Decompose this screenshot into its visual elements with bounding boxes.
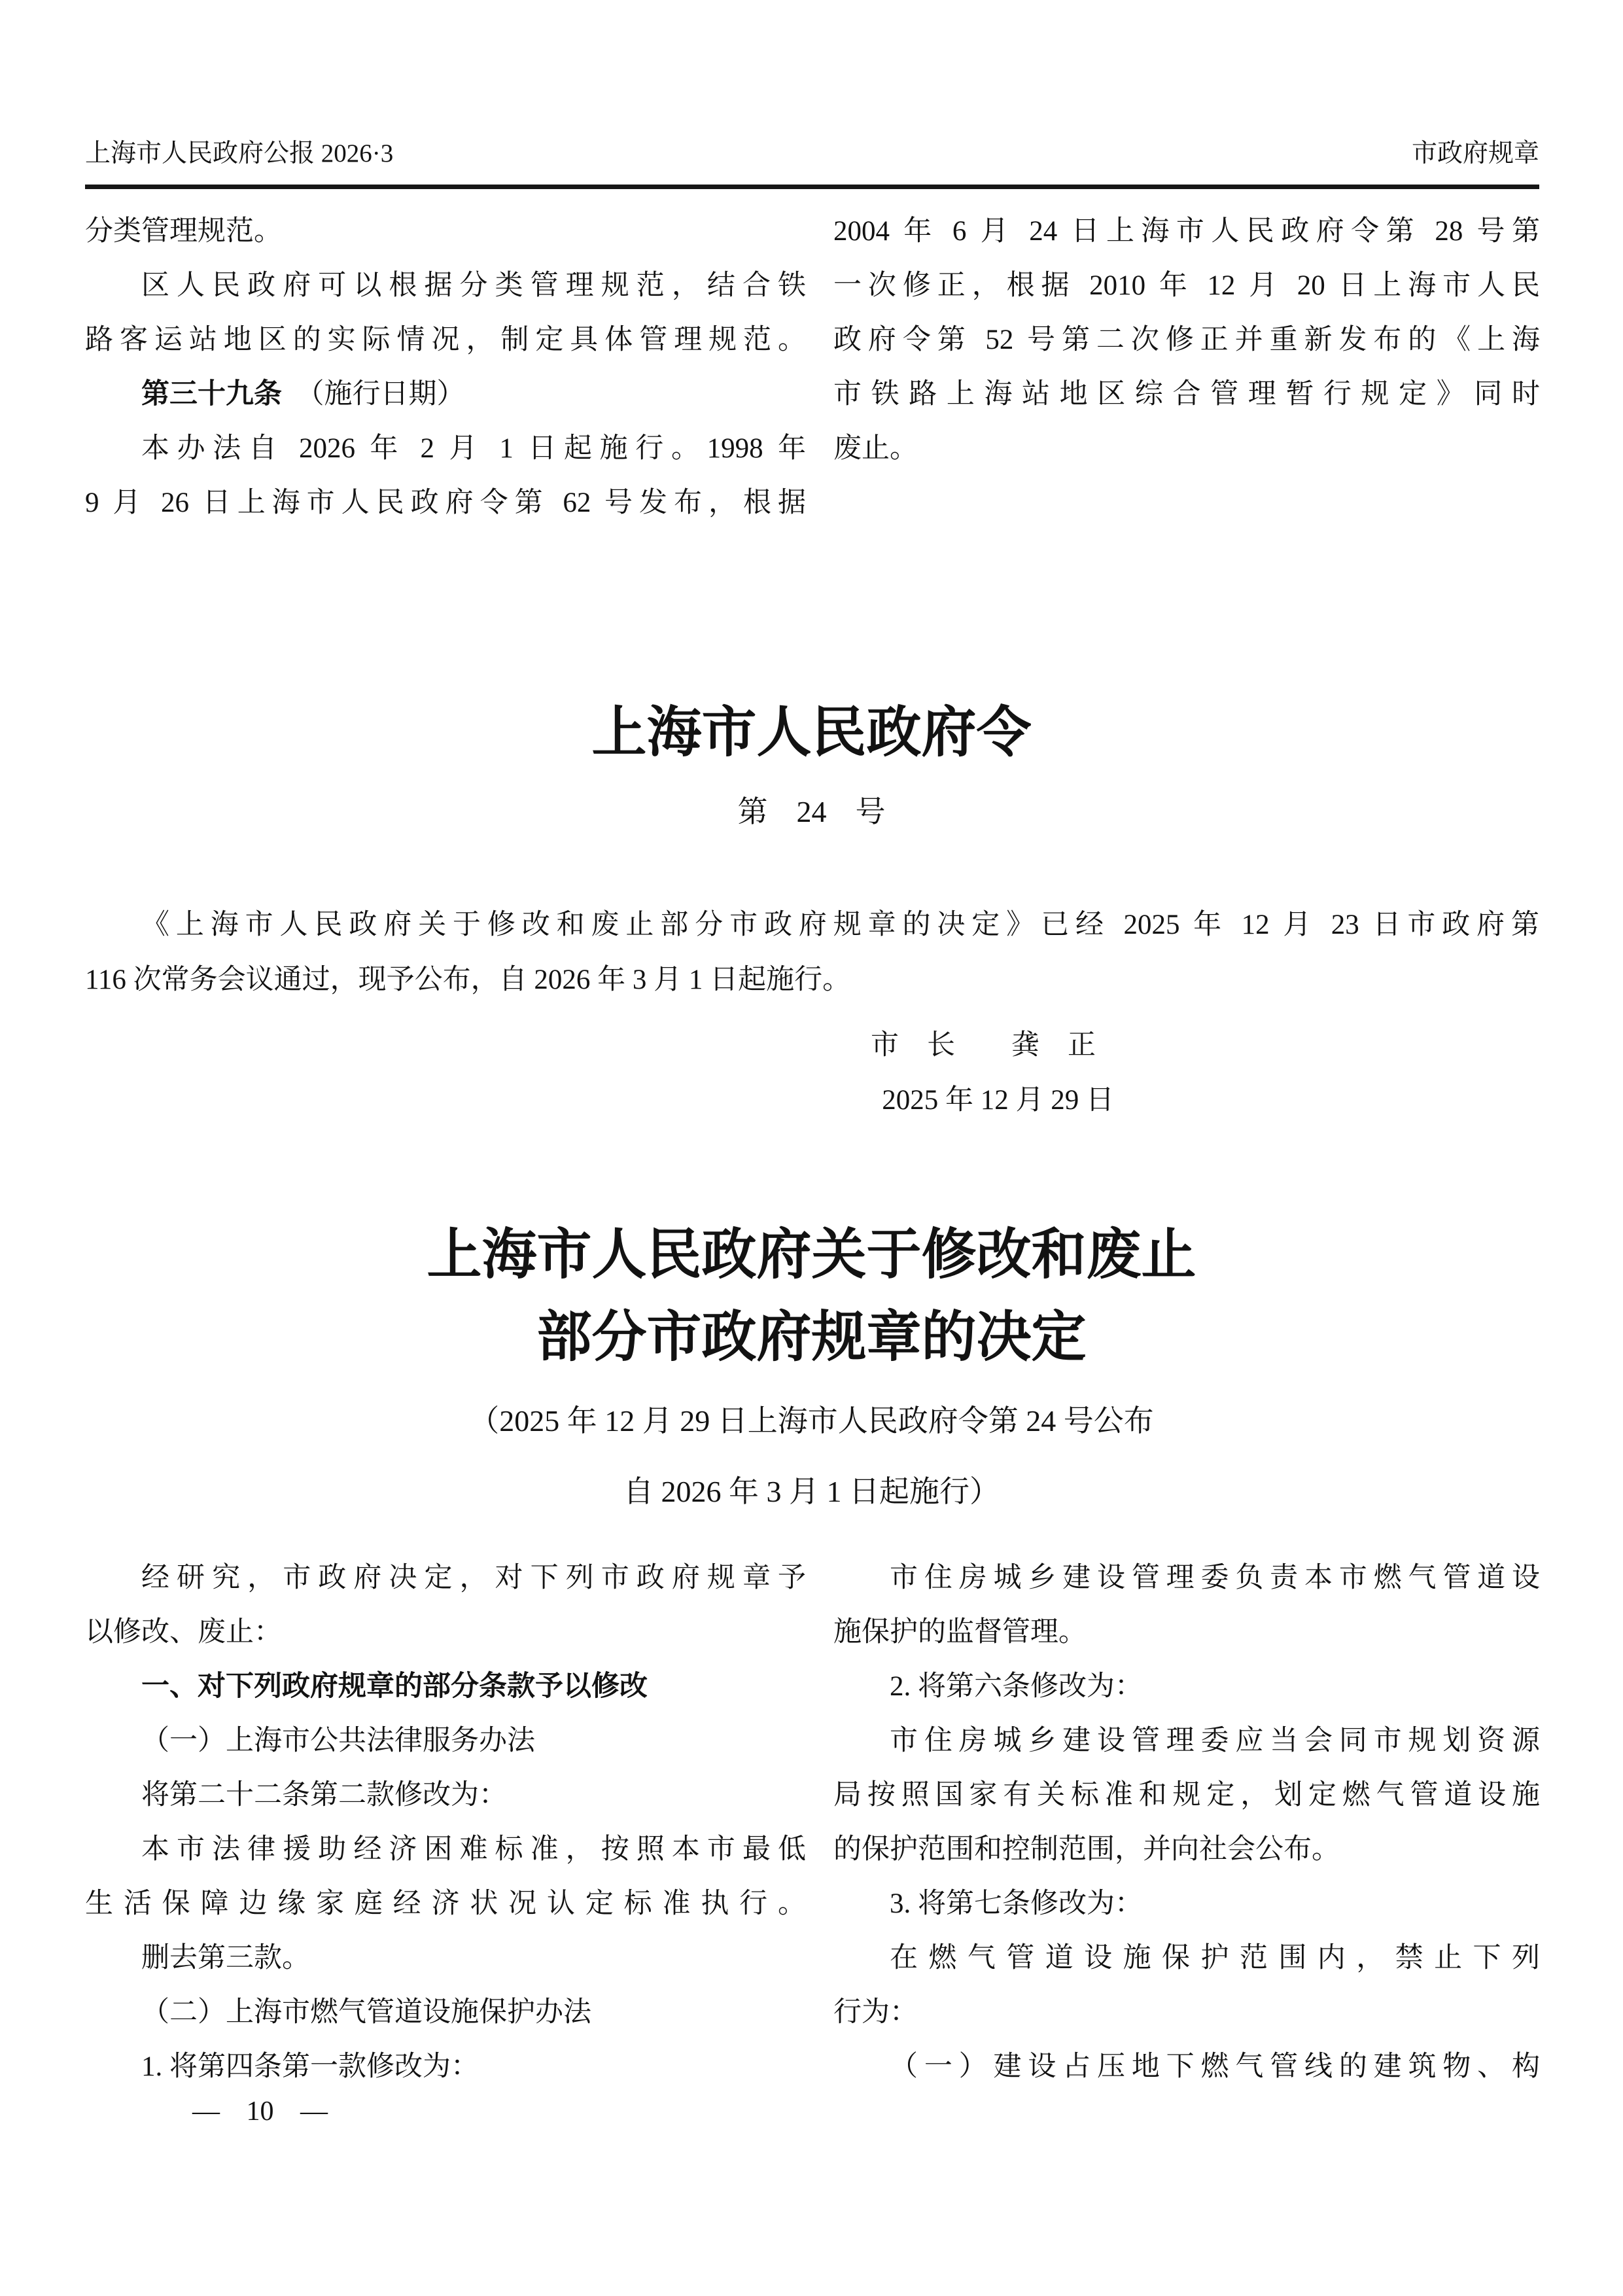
- text-line: 行为：: [833, 1997, 918, 2028]
- text-segment: 第三十九条: [141, 379, 282, 410]
- decision-title-line1: 上海市人民政府关于修改和废止: [427, 1225, 1196, 1286]
- text-line: 1. 将第四条第一款修改为：: [141, 2051, 479, 2082]
- text-line: 经研究，市政府决定，对下列市政府规章予: [141, 1563, 806, 1593]
- top-right-column: [833, 204, 1540, 476]
- decree-number-value: 24: [796, 795, 827, 828]
- text-line: 2004 年 6 月 24 日上海市人民政府令第 28 号第: [833, 216, 1540, 247]
- text-line: 市住房城乡建设管理委负责本市燃气管道设: [890, 1563, 1540, 1593]
- decree-paragraph: [85, 898, 1539, 1008]
- decision-subtitle-line2: 自 2026 年 3 月 1 日起施行）: [623, 1475, 1000, 1508]
- decree-number-prefix: 第: [737, 795, 768, 828]
- text-line: 路客运站地区的实际情况，制定具体管理规范。: [85, 325, 806, 355]
- header-left-text: 上海市人民政府公报 2026·3: [85, 139, 394, 168]
- text-line: 分类管理规范。: [85, 216, 282, 247]
- decision-subtitle-line1: （2025 年 12 月 29 日上海市人民政府令第 24 号公布: [469, 1404, 1154, 1438]
- text-line: 一次修正，根据 2010 年 12 月 20 日上海市人民: [833, 270, 1540, 301]
- decision-subtitle: [0, 1386, 1623, 1527]
- text-line: [85, 367, 806, 421]
- text-line: 本市法律援助经济困难标准，按照本市最低: [141, 1834, 806, 1865]
- page-number: — 10 —: [192, 2096, 328, 2127]
- text-line: 2. 将第六条修改为：: [890, 1671, 1143, 1702]
- text-line: 9 月 26 日上海市人民政府令第 62 号发布，根据: [85, 487, 806, 518]
- text-line: 区人民政府可以根据分类管理规范，结合铁: [141, 270, 806, 301]
- header-divider-rule: [85, 185, 1539, 189]
- text-line: 将第二十二条第二款修改为：: [141, 1780, 507, 1810]
- top-left-column: [85, 204, 806, 530]
- text-line: 生活保障边缘家庭经济状况认定标准执行。: [85, 1888, 806, 1919]
- text-line: （一）上海市公共法律服务办法: [141, 1725, 535, 1756]
- text-line: 一、对下列政府规章的部分条款予以修改: [141, 1671, 648, 1702]
- decree-number: [0, 789, 1623, 835]
- text-line: 局按照国家有关标准和规定，划定燃气管道设施: [833, 1780, 1540, 1810]
- header-right-text: 市政府规章: [1411, 139, 1539, 168]
- text-line: 的保护范围和控制范围，并向社会公布。: [833, 1834, 1340, 1865]
- text-line: 3. 将第七条修改为：: [890, 1888, 1143, 1919]
- text-line: 删去第三款。: [141, 1943, 310, 1973]
- text-line: 以修改、废止：: [85, 1617, 282, 1648]
- text-line: 在燃气管道设施保护范围内，禁止下列: [890, 1943, 1540, 1973]
- decree-title: 上海市人民政府令: [591, 703, 1032, 764]
- text-segment: （施行日期）: [282, 379, 465, 410]
- decision-right-column: [833, 1551, 1540, 2094]
- decision-left-column: [85, 1551, 806, 2094]
- text-line: （一）建设占压地下燃气管线的建筑物、构: [890, 2051, 1540, 2082]
- decree-number-suffix: 号: [855, 795, 886, 828]
- text-line: 本办法自 2026 年 2 月 1 日起施行。1998 年: [141, 433, 806, 464]
- text-line: 废止。: [833, 433, 918, 464]
- text-line: 市铁路上海站地区综合管理暂行规定》同时: [833, 379, 1540, 410]
- mayor-signature: 市 长 龚 正: [871, 1030, 1096, 1061]
- signature-date: 2025 年 12 月 29 日: [882, 1085, 1114, 1116]
- decision-title: [0, 1214, 1623, 1379]
- text-line: 施保护的监督管理。: [833, 1617, 1087, 1648]
- text-line: 政府令第 52 号第二次修正并重新发布的《上海: [833, 325, 1540, 355]
- page-header: [85, 139, 1539, 169]
- text-line: （二）上海市燃气管道设施保护办法: [141, 1997, 591, 2028]
- text-line: 116 次常务会议通过，现予公布，自 2026 年 3 月 1 日起施行。: [85, 964, 851, 995]
- decision-title-line2: 部分市政府规章的决定: [536, 1307, 1087, 1368]
- text-line: 《上海市人民政府关于修改和废止部分市政府规章的决定》已经 2025 年 12 月 23 日市政府第: [141, 910, 1539, 940]
- text-line: 市住房城乡建设管理委应当会同市规划资源: [890, 1725, 1540, 1756]
